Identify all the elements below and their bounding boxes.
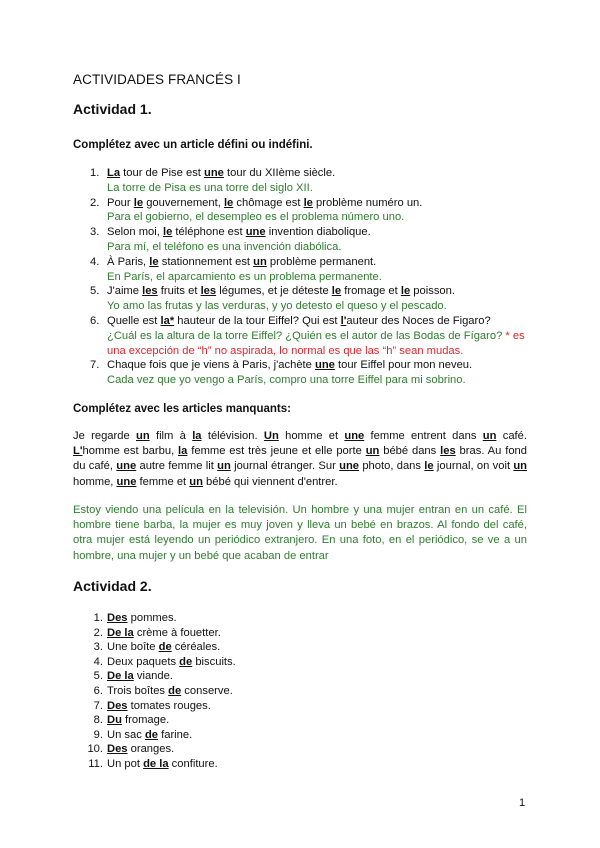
answer-article: une	[204, 167, 224, 179]
answer-article: un	[135, 430, 150, 442]
sentence-text: tour du XIIème siècle.	[223, 167, 336, 179]
sentence-text: télévision.	[201, 430, 264, 442]
french-phrase	[107, 641, 220, 653]
answer-article: une	[116, 475, 137, 488]
exercise-item	[73, 669, 373, 684]
sentence-text: Un sac	[107, 728, 145, 741]
exercise-item	[73, 166, 533, 196]
sentence-text: poisson.	[410, 285, 455, 298]
sentence-text: homme et	[278, 430, 345, 442]
answer-article: la	[192, 430, 202, 442]
spanish-translation-line	[107, 240, 533, 255]
item-number: 7.	[90, 359, 100, 372]
answer-article: une	[315, 359, 335, 372]
answer-article: Du	[107, 714, 122, 727]
sentence-text: journal étranger. Sur	[230, 460, 340, 473]
sentence-text: farine.	[158, 728, 193, 741]
sentence-text: Trois boîtes	[107, 684, 169, 697]
item-number: 3.	[90, 226, 100, 239]
answer-article: les	[440, 445, 456, 458]
activity-2-heading: Actividad 2.	[73, 578, 152, 594]
spanish-translation: Cada vez que yo vengo a París, compro una torre Eiffel para mi sobrino.	[107, 374, 466, 387]
sentence-text: À Paris,	[107, 255, 150, 268]
sentence-text: femme et	[136, 475, 190, 488]
sentence-text: Je regarde	[73, 430, 136, 442]
item-number: 9.	[93, 728, 103, 741]
answer-article: l'	[340, 314, 347, 327]
sentence-text: tour Eiffel pour mon neveu.	[334, 359, 473, 372]
sentence-text: céréales.	[171, 641, 221, 654]
french-phrase	[107, 743, 174, 755]
item-number: 1.	[93, 612, 103, 624]
activity-1-heading: Actividad 1.	[73, 101, 152, 117]
answer-article: les	[142, 285, 158, 298]
sentence-text: Selon moi,	[107, 226, 163, 239]
spanish-translation-line	[107, 329, 533, 359]
french-sentence	[107, 167, 335, 179]
french-sentence	[107, 285, 455, 297]
sentence-text: bras. Au fond du café,	[73, 445, 527, 473]
answer-article: un	[253, 255, 267, 268]
exercise-1-list	[73, 166, 533, 388]
activity-2-list	[73, 611, 373, 772]
exercise-item	[73, 640, 373, 655]
item-number: 11.	[88, 757, 103, 770]
sentence-text: Une boîte	[107, 641, 159, 654]
sentence-text: fromage.	[121, 714, 170, 727]
sentence-text: tour de Pise est	[120, 167, 205, 179]
french-sentence	[107, 315, 491, 327]
answer-article: de	[144, 728, 158, 741]
answer-article: Des	[107, 743, 128, 756]
spanish-translation-line	[107, 373, 533, 388]
exercise-item	[73, 742, 373, 757]
sentence-text: Quelle est	[107, 314, 161, 327]
answer-article: un	[189, 475, 203, 488]
french-phrase	[107, 729, 192, 741]
exercise-item	[73, 699, 373, 714]
french-sentence	[107, 256, 376, 268]
answer-article: de	[168, 684, 182, 697]
page-number: 1	[519, 797, 526, 809]
spanish-translation-line	[107, 299, 533, 314]
answer-article: le	[223, 196, 234, 209]
answer-article: le	[303, 196, 313, 209]
sentence-text: pommes.	[127, 612, 177, 624]
answer-article: un	[513, 460, 528, 473]
sentence-text: gouvernement,	[143, 196, 224, 209]
answer-article: Des	[107, 612, 128, 624]
answer-article: le	[424, 460, 434, 473]
exercise-item	[73, 314, 533, 358]
item-number: 3.	[93, 641, 103, 654]
item-number: 10.	[87, 743, 103, 756]
item-number: 2.	[90, 196, 100, 209]
spanish-translation: En París, el aparcamiento es un problema permanente.	[107, 270, 382, 283]
sentence-text: autre femme lit	[136, 460, 218, 473]
answer-article: une	[245, 226, 266, 239]
sentence-text: conserve.	[181, 684, 233, 697]
spanish-translation-line	[107, 270, 533, 285]
sentence-text: hauteur de la tour Eiffel? Qui est	[174, 314, 341, 327]
sentence-text: J'aime	[107, 285, 143, 298]
answer-article: le	[331, 285, 342, 298]
item-number: 4.	[90, 255, 100, 268]
exercise-item	[73, 757, 373, 772]
french-sentence	[107, 359, 472, 371]
french-phrase	[107, 670, 173, 682]
french-phrase	[107, 685, 233, 697]
grammar-note: * es una excepción de “h” no aspirada, lo normal es que las “h” sean mudas.	[107, 329, 525, 357]
sentence-text: journal, on voit	[433, 460, 514, 473]
sentence-text: problème permanent.	[266, 255, 377, 268]
exercise-item	[73, 358, 533, 388]
item-number: 2.	[93, 626, 103, 639]
item-number: 6.	[93, 684, 103, 697]
sentence-text: oranges.	[127, 743, 175, 756]
answer-article: un	[365, 445, 380, 458]
answer-article: de la	[143, 757, 169, 770]
answer-article: une	[116, 460, 137, 473]
answer-article: L'	[73, 445, 83, 458]
french-phrase	[107, 714, 169, 726]
spanish-translation-line	[107, 181, 533, 196]
sentence-text: crème à fouetter.	[133, 626, 221, 639]
sentence-text: problème numéro un.	[312, 196, 423, 209]
exercise-item	[73, 655, 373, 670]
answer-article: le	[133, 196, 144, 209]
sentence-text: Un pot	[107, 757, 144, 770]
answer-article: le	[149, 255, 159, 268]
answer-article: le	[162, 226, 173, 239]
item-number: 8.	[93, 714, 103, 727]
exercise-item	[73, 284, 533, 314]
exercise-item	[73, 728, 373, 743]
answer-article: De la	[107, 626, 134, 639]
answer-article: La	[107, 167, 121, 179]
exercise-item	[73, 713, 373, 728]
exercise-item	[73, 225, 533, 255]
sentence-text: bébé qui viennent d'entrer.	[202, 475, 338, 488]
exercise-item	[73, 626, 373, 641]
sentence-text: biscuits.	[192, 655, 236, 668]
answer-article: De la	[107, 670, 134, 683]
sentence-text: auteur des Noces de Figaro?	[346, 314, 491, 327]
spanish-translation-line	[107, 210, 533, 225]
exercise-item	[73, 611, 373, 626]
item-number: 1.	[90, 167, 100, 179]
sentence-text: café.	[496, 430, 527, 442]
item-number: 5.	[93, 670, 103, 683]
sentence-text: téléphone est	[172, 226, 246, 239]
sentence-text: légumes, et je déteste	[216, 285, 332, 298]
item-number: 5.	[90, 285, 100, 298]
sentence-text: stationnement est	[158, 255, 254, 268]
exercise-2-translation: Estoy viendo una película en la televisión. Un hombre y una mujer entran en un café. El hombre tiene barba, la mujer es muy joven y lleva un bebé en brazos. Al fondo del café, otra mujer está leyendo un periódico extranjero. En una foto, en el periódico, se ve a un hombre, una mujer y un bebé que acaban de entrar	[73, 504, 527, 562]
answer-article: les	[200, 285, 217, 298]
sentence-text: chômage est	[233, 196, 304, 209]
answer-article: un	[482, 430, 497, 442]
sentence-text: homme est barbu,	[82, 445, 179, 458]
spanish-translation: ¿Cuál es la altura de la torre Eiffel? ¿Quién es el autor de las Bodas de Fígaro?	[107, 329, 503, 342]
sentence-text: Deux paquets	[107, 655, 180, 668]
answer-article: Des	[107, 699, 128, 712]
french-phrase	[107, 700, 211, 712]
answer-article: de	[179, 655, 193, 668]
sentence-text: fromage et	[341, 285, 401, 298]
answer-article: la*	[160, 314, 175, 327]
exercise-item	[73, 196, 533, 226]
sentence-text: femme est très jeune et elle porte	[187, 445, 366, 458]
french-phrase	[107, 612, 177, 624]
answer-article: un	[217, 460, 231, 473]
answer-article: une	[339, 460, 360, 473]
sentence-text: viande.	[133, 670, 173, 683]
sentence-text: tomates rouges.	[127, 699, 211, 712]
item-number: 7.	[93, 699, 103, 712]
french-phrase	[107, 627, 221, 639]
answer-article: une	[344, 430, 365, 442]
sentence-text: bébé dans	[379, 445, 441, 458]
document-title: ACTIVIDADES FRANCÉS I	[73, 72, 241, 87]
activity-1-instruction-2: Complétez avec les articles manquants:	[73, 403, 291, 415]
sentence-text: Chaque fois que je viens à Paris, j'achète	[107, 359, 315, 372]
activity-1-instruction-1: Complétez avec un article défini ou indéfini.	[73, 139, 313, 151]
sentence-text: confiture.	[168, 757, 218, 770]
french-phrase	[107, 656, 236, 668]
sentence-text: fruits et	[157, 285, 201, 298]
sentence-text: Pour	[107, 196, 134, 209]
french-phrase	[107, 758, 218, 770]
exercise-item	[73, 684, 373, 699]
spanish-translation: Para mí, el teléfono es una invención diabólica.	[107, 240, 342, 253]
item-number: 6.	[90, 314, 100, 327]
french-sentence	[107, 226, 371, 238]
answer-article: la	[178, 445, 188, 458]
sentence-text: invention diabolique.	[265, 226, 371, 239]
sentence-text: femme entrent dans	[364, 430, 483, 442]
sentence-text: film à	[149, 430, 193, 442]
item-number: 4.	[93, 655, 103, 668]
spanish-translation: Yo amo las frutas y las verduras, y yo detesto el queso y el pescado.	[107, 300, 447, 313]
answer-article: de	[158, 641, 172, 654]
sentence-text: photo, dans	[359, 460, 425, 473]
answer-article: le	[400, 285, 411, 298]
sentence-text: homme,	[73, 475, 117, 488]
french-sentence	[107, 197, 422, 209]
exercise-2-paragraph	[73, 429, 527, 490]
exercise-item	[73, 255, 533, 285]
spanish-translation: Para el gobierno, el desempleo es el problema número uno.	[107, 211, 405, 224]
answer-article: Un	[263, 430, 279, 442]
spanish-translation: La torre de Pisa es una torre del siglo XII.	[107, 181, 313, 194]
